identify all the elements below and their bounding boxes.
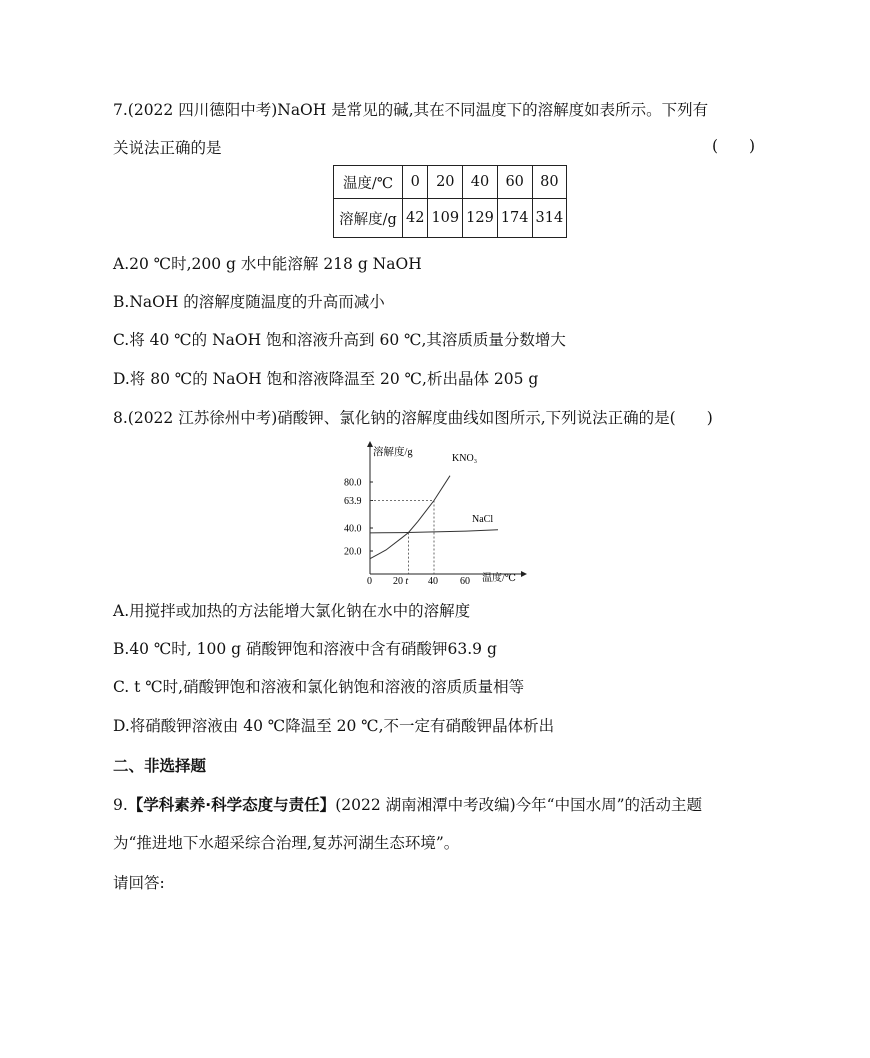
q9-line3: 请回答: [113, 874, 165, 892]
q7-option-a: A.20 ℃时,200 g 水中能溶解 218 g NaOH [113, 255, 422, 273]
q9-line1 [113, 794, 702, 816]
nacl-label: NaCl [472, 514, 494, 525]
x-tick-label: 20 [393, 576, 403, 587]
solubility-curve-chart [338, 438, 538, 588]
table-row [334, 199, 567, 238]
table-cell: 314 [532, 199, 567, 238]
table-header-cell: 温度/℃ [334, 166, 403, 199]
q8-option-b: B.40 ℃时, 100 g 硝酸钾饱和溶液中含有硝酸钾63.9 g [113, 640, 497, 658]
x-axis-label: 温度/℃ [482, 573, 516, 584]
table-cell: 60 [497, 166, 532, 199]
q7-line2: 关说法正确的是 [113, 139, 222, 157]
table-cell: 40 [463, 166, 498, 199]
x-tick-label: 40 [428, 576, 438, 587]
x-tick-label: 60 [460, 576, 470, 587]
q7-option-c: C.将 40 ℃的 NaOH 饱和溶液升高到 60 ℃,其溶质质量分数增大 [113, 331, 566, 349]
q7-option-d: D.将 80 ℃的 NaOH 饱和溶液降温至 20 ℃,析出晶体 205 g [113, 370, 539, 388]
q7-line1: 7.(2022 四川德阳中考)NaOH 是常见的碱,其在不同温度下的溶解度如表所示。下列有 [113, 101, 709, 119]
q8-option-c: C. t ℃时,硝酸钾饱和溶液和氯化钠饱和溶液的溶质质量相等 [113, 678, 525, 696]
y-tick-label: 20.0 [344, 546, 362, 558]
q7-answer-paren: ( ) [712, 137, 756, 155]
y-tick-label: 63.9 [344, 496, 362, 508]
q8-option-d: D.将硝酸钾溶液由 40 ℃降温至 20 ℃,不一定有硝酸钾晶体析出 [113, 717, 555, 735]
q8-line1: 8.(2022 江苏徐州中考)硝酸钾、氯化钠的溶解度曲线如图所示,下列说法正确的是( ) [113, 409, 713, 427]
q9-line1-rest: (2022 湖南湘潭中考改编)今年“中国水周”的活动主题 [335, 796, 703, 814]
table-cell: 129 [463, 199, 498, 238]
q9-line2: 为“推进地下水超采综合治理,复苏河湖生态环境”。 [113, 834, 460, 852]
y-tick-label: 40.0 [344, 523, 362, 535]
table-cell: 174 [497, 199, 532, 238]
q7-option-b: B.NaOH 的溶解度随温度的升高而减小 [113, 293, 385, 311]
table-header-cell: 溶解度/g [334, 199, 403, 238]
table-cell: 0 [403, 166, 428, 199]
section-title: 二、非选择题 [113, 757, 207, 775]
solubility-table [333, 165, 567, 238]
y-axis-label: 溶解度/g [373, 447, 413, 458]
x-tick-label: 0 [367, 576, 372, 587]
q9-tag: 【学科素养·科学态度与责任】 [127, 796, 336, 814]
table-cell: 80 [532, 166, 567, 199]
q9-number: 9. [113, 796, 128, 814]
table-cell: 20 [428, 166, 463, 199]
kno3-label: KNO₃ [452, 453, 478, 464]
x-tick-label: t [405, 576, 409, 587]
q8-option-a: A.用搅拌或加热的方法能增大氯化钠在水中的溶解度 [113, 602, 471, 620]
table-cell: 109 [428, 199, 463, 238]
table-cell: 42 [403, 199, 428, 238]
y-tick-label: 80.0 [344, 477, 362, 489]
kno3-curve [370, 476, 450, 559]
table-row [334, 166, 567, 199]
